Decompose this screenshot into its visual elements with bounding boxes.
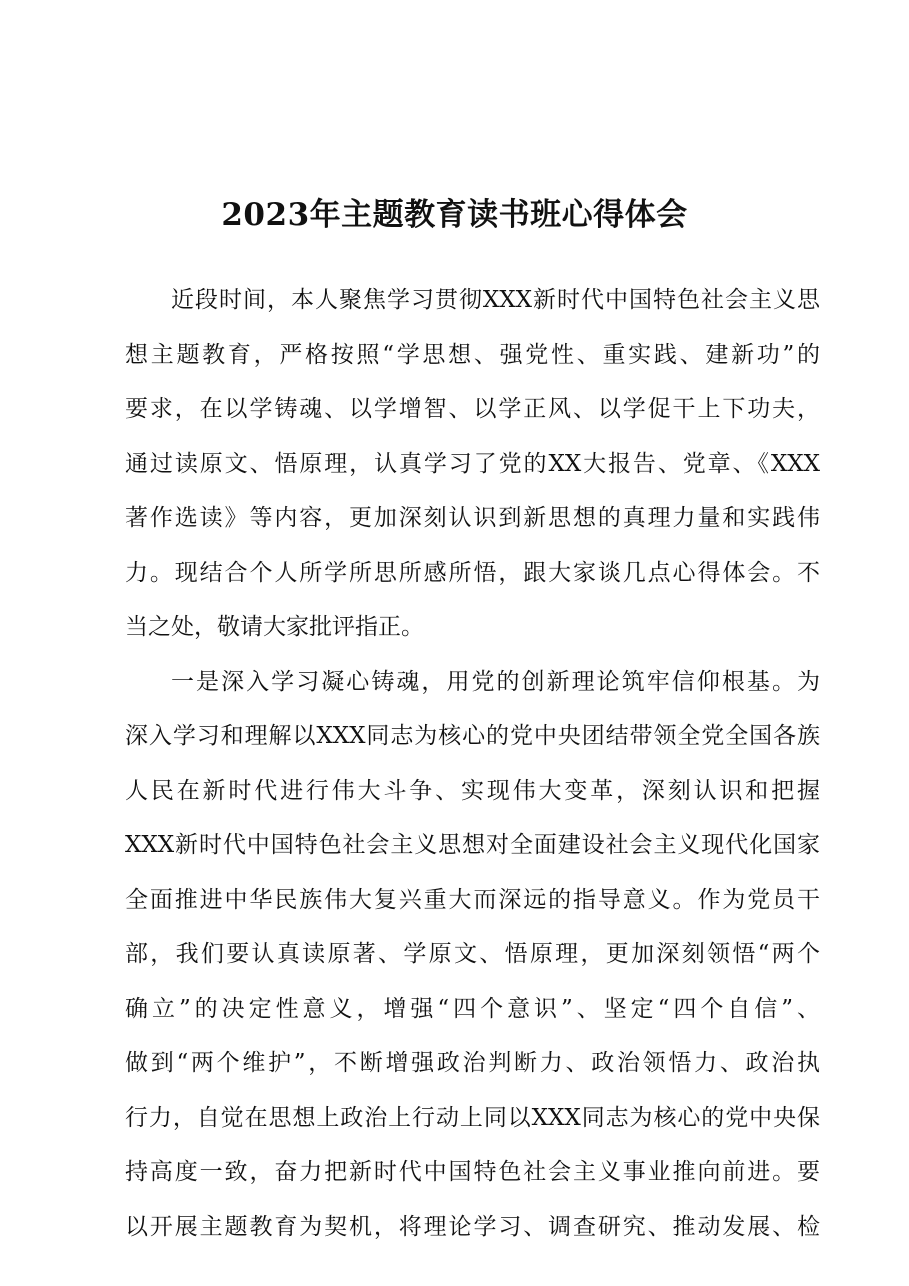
paragraph-1-line: 近段时间，本人聚焦学习贯彻XXX新时代中国特色社会主义思 <box>171 287 820 313</box>
paragraph-2-line: 以开展主题教育为契机，将理论学习、调查研究、推动发展、检 <box>125 1213 820 1240</box>
paragraph-2-line: 持高度一致，奋力把新时代中国特色社会主义事业推向前进。要 <box>125 1159 820 1185</box>
paragraph-1-line: 力。现结合个人所学所思所感所悟，跟大家谈几点心得体会。不 <box>125 559 820 586</box>
paragraph-1-line: 著作选读》等内容，更加深刻认识到新思想的真理力量和实践伟 <box>125 505 820 531</box>
document-body <box>125 273 820 1254</box>
paragraph-1-line: 要求，在以学铸魂、以学增智、以学正风、以学促干上下功夫， <box>125 396 820 422</box>
document-title: 2023年主题教育读书班心得体会 <box>221 197 688 233</box>
paragraph-2-line: 做到“两个维护”，不断增强政治判断力、政治领悟力、政治执 <box>125 1050 820 1076</box>
paragraph-2-line: 确立”的决定性意义，增强“四个意识”、坚定“四个自信”、 <box>125 995 820 1022</box>
paragraph-2-line: 人民在新时代进行伟大斗争、实现伟大变革，深刻认识和把握 <box>125 777 820 804</box>
paragraph-2-line: XXX新时代中国特色社会主义思想对全面建设社会主义现代化国家 <box>125 832 820 858</box>
paragraph-2-line: 全面推进中华民族伟大复兴重大而深远的指导意义。作为党员干 <box>125 886 820 913</box>
paragraph-2-line: 行力，自觉在思想上政治上行动上同以XXX同志为核心的党中央保 <box>125 1104 820 1131</box>
paragraph-2-line: 深入学习和理解以XXX同志为核心的党中央团结带领全党全国各族 <box>125 723 820 749</box>
paragraph-2-line: 部，我们要认真读原著、学原文、悟原理，更加深刻领悟“两个 <box>125 941 820 967</box>
paragraph-2-line: 一是深入学习凝心铸魂，用党的创新理论筑牢信仰根基。为 <box>171 668 820 695</box>
paragraph-1-line: 通过读原文、悟原理，认真学习了党的XX大报告、党章、《XXX <box>125 450 820 477</box>
paragraph-1-line: 想主题教育，严格按照“学思想、强党性、重实践、建新功”的 <box>125 341 820 368</box>
paragraph-1-line: 当之处，敬请大家批评指正。 <box>125 614 424 640</box>
